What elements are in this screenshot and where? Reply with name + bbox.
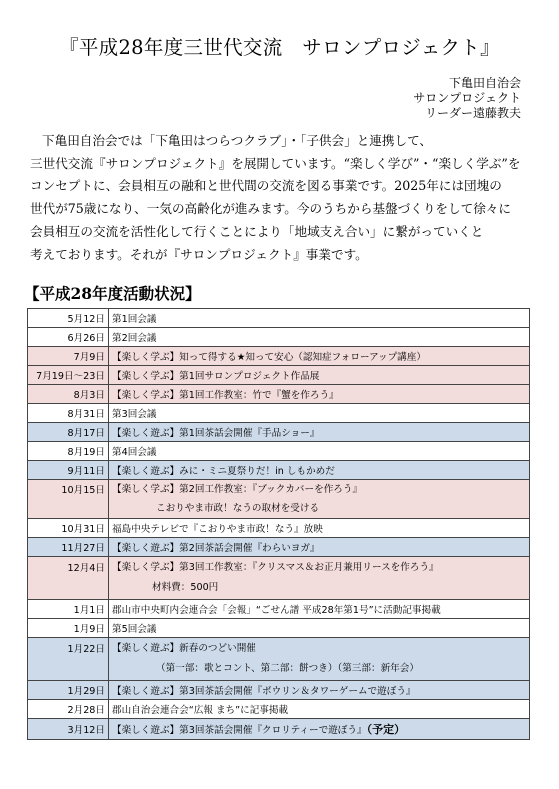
intro-line: 世代が75歳になり、一気の高齢化が進みます。今のうちから基盤づくりをして徐々に xyxy=(30,201,511,217)
row-date: 7月9日 xyxy=(28,347,109,366)
org-project: サロンプロジェクト xyxy=(413,91,521,105)
row-date: 5月12日 xyxy=(28,309,109,328)
table-row xyxy=(28,538,530,557)
row-date: 3月12日 xyxy=(28,719,109,740)
table-row xyxy=(28,557,530,600)
row-date: 11月27日 xyxy=(28,538,109,557)
table-row xyxy=(28,719,530,740)
org-leader: リーダー遠藤教夫 xyxy=(424,106,521,120)
row-date: 1月9日 xyxy=(28,619,109,638)
row-text: 第4回会議 xyxy=(109,442,530,461)
row-text-cell xyxy=(109,557,530,600)
intro-line: 会員相互の交流を活性化して行くことにより「地域支え合い」に繋がっていくと xyxy=(30,223,484,239)
row-text-cell xyxy=(109,480,530,519)
table-row xyxy=(28,619,530,638)
row-text: 【楽しく遊ぶ】第2回茶話会開催『わらいヨガ』 xyxy=(109,538,530,557)
row-text: 第2回会議 xyxy=(109,328,530,347)
intro-line: 考えております。それが『サロンプロジェクト』事業です。 xyxy=(30,246,368,262)
table-row xyxy=(28,347,530,366)
row-text: 【楽しく学ぶ】知って得する★知って安心（認知症フォローアップ講座） xyxy=(109,347,530,366)
row-text: 【楽しく遊ぶ】新春のつどい開催 xyxy=(112,643,256,654)
row-subtext: こおりやま市政！なうの取材を受ける xyxy=(156,503,320,514)
table-row xyxy=(28,309,530,328)
row-text: 【楽しく遊ぶ】第3回茶話会開催『ボウリン＆タワーゲームで遊ぼう』 xyxy=(109,681,530,700)
intro-line: 下亀田自治会では「下亀田はつらつクラブ」・「子供会」と連携して、 xyxy=(42,133,433,148)
table-row xyxy=(28,638,530,681)
organization-block xyxy=(413,76,521,121)
row-subtext: （第一部：歌とコント、第二部：餅つき）（第三部：新年会） xyxy=(156,663,419,674)
section-title: 【平成28年度活動状況】 xyxy=(24,284,201,303)
row-text: 第3回会議 xyxy=(109,404,530,423)
row-date: 8月17日 xyxy=(28,423,109,442)
row-date: 1月1日 xyxy=(28,600,109,619)
row-date: 6月26日 xyxy=(28,328,109,347)
row-text: 【楽しく学ぶ】第2回工作教室：『ブックカバーを作ろう』 xyxy=(112,484,363,495)
row-date: 2月28日 xyxy=(28,700,109,719)
table-row xyxy=(28,328,530,347)
intro-paragraph xyxy=(30,130,538,266)
row-text: 【楽しく遊ぶ】第3回茶話会開催『クロリティーで遊ぼう』 xyxy=(112,725,367,736)
row-date: 7月19日～23日 xyxy=(28,366,109,385)
table-row xyxy=(28,442,530,461)
row-date: 10月15日 xyxy=(28,480,109,519)
row-date: 12月4日 xyxy=(28,557,109,600)
row-text-cell xyxy=(109,719,530,740)
table-row xyxy=(28,423,530,442)
table-row xyxy=(28,519,530,538)
row-text: 郡山自治会連合会“広報 まち”に記事掲載 xyxy=(109,700,530,719)
table-row xyxy=(28,366,530,385)
row-text: 【楽しく学ぶ】第1回サロンプロジェクト作品展 xyxy=(109,366,530,385)
org-name: 下亀田自治会 xyxy=(448,76,521,90)
row-text: 【楽しく遊ぶ】第1回茶話会開催『手品ショー』 xyxy=(109,423,530,442)
row-text-cell xyxy=(109,638,530,681)
row-text: 郡山市中央町内会連合会「会報」“ごせん譜 平成28年第1号”に活動記事掲載 xyxy=(109,600,530,619)
activity-schedule-table xyxy=(27,308,530,740)
table-row xyxy=(28,480,530,519)
row-date: 9月11日 xyxy=(28,461,109,480)
table-row xyxy=(28,700,530,719)
row-text: 【楽しく学ぶ】第1回工作教室：竹で『蟹を作ろう』 xyxy=(109,385,530,404)
table-row xyxy=(28,385,530,404)
row-date: 8月3日 xyxy=(28,385,109,404)
row-text: 第5回会議 xyxy=(109,619,530,638)
row-subtext: 材料費：500円 xyxy=(152,582,219,593)
table-row xyxy=(28,600,530,619)
table-row xyxy=(28,681,530,700)
row-date: 1月22日 xyxy=(28,638,109,681)
row-date: 10月31日 xyxy=(28,519,109,538)
row-text: 【楽しく遊ぶ】みに・ミニ夏祭りだ！in しもかめだ xyxy=(109,461,530,480)
table-row xyxy=(28,461,530,480)
intro-line: コンセプトに、会員相互の融和と世代間の交流を図る事業です。2025年には団塊の xyxy=(30,178,502,194)
row-date: 1月29日 xyxy=(28,681,109,700)
row-text: 第1回会議 xyxy=(109,309,530,328)
row-date: 8月19日 xyxy=(28,442,109,461)
row-text: 福島中央テレビで『こおりやま市政！なう』放映 xyxy=(109,519,530,538)
page-title: 『平成28年度三世代交流 サロンプロジェクト』 xyxy=(59,36,500,59)
table-row xyxy=(28,404,530,423)
row-date: 8月31日 xyxy=(28,404,109,423)
row-text: 【楽しく学ぶ】第3回工作教室：『クリスマス＆お正月兼用リースを作ろう』 xyxy=(112,562,439,573)
row-suffix: （予定） xyxy=(366,723,406,736)
intro-line: 三世代交流『サロンプロジェクト』を展開しています。“楽しく学び”・“楽しく学ぶ”を xyxy=(30,155,521,171)
